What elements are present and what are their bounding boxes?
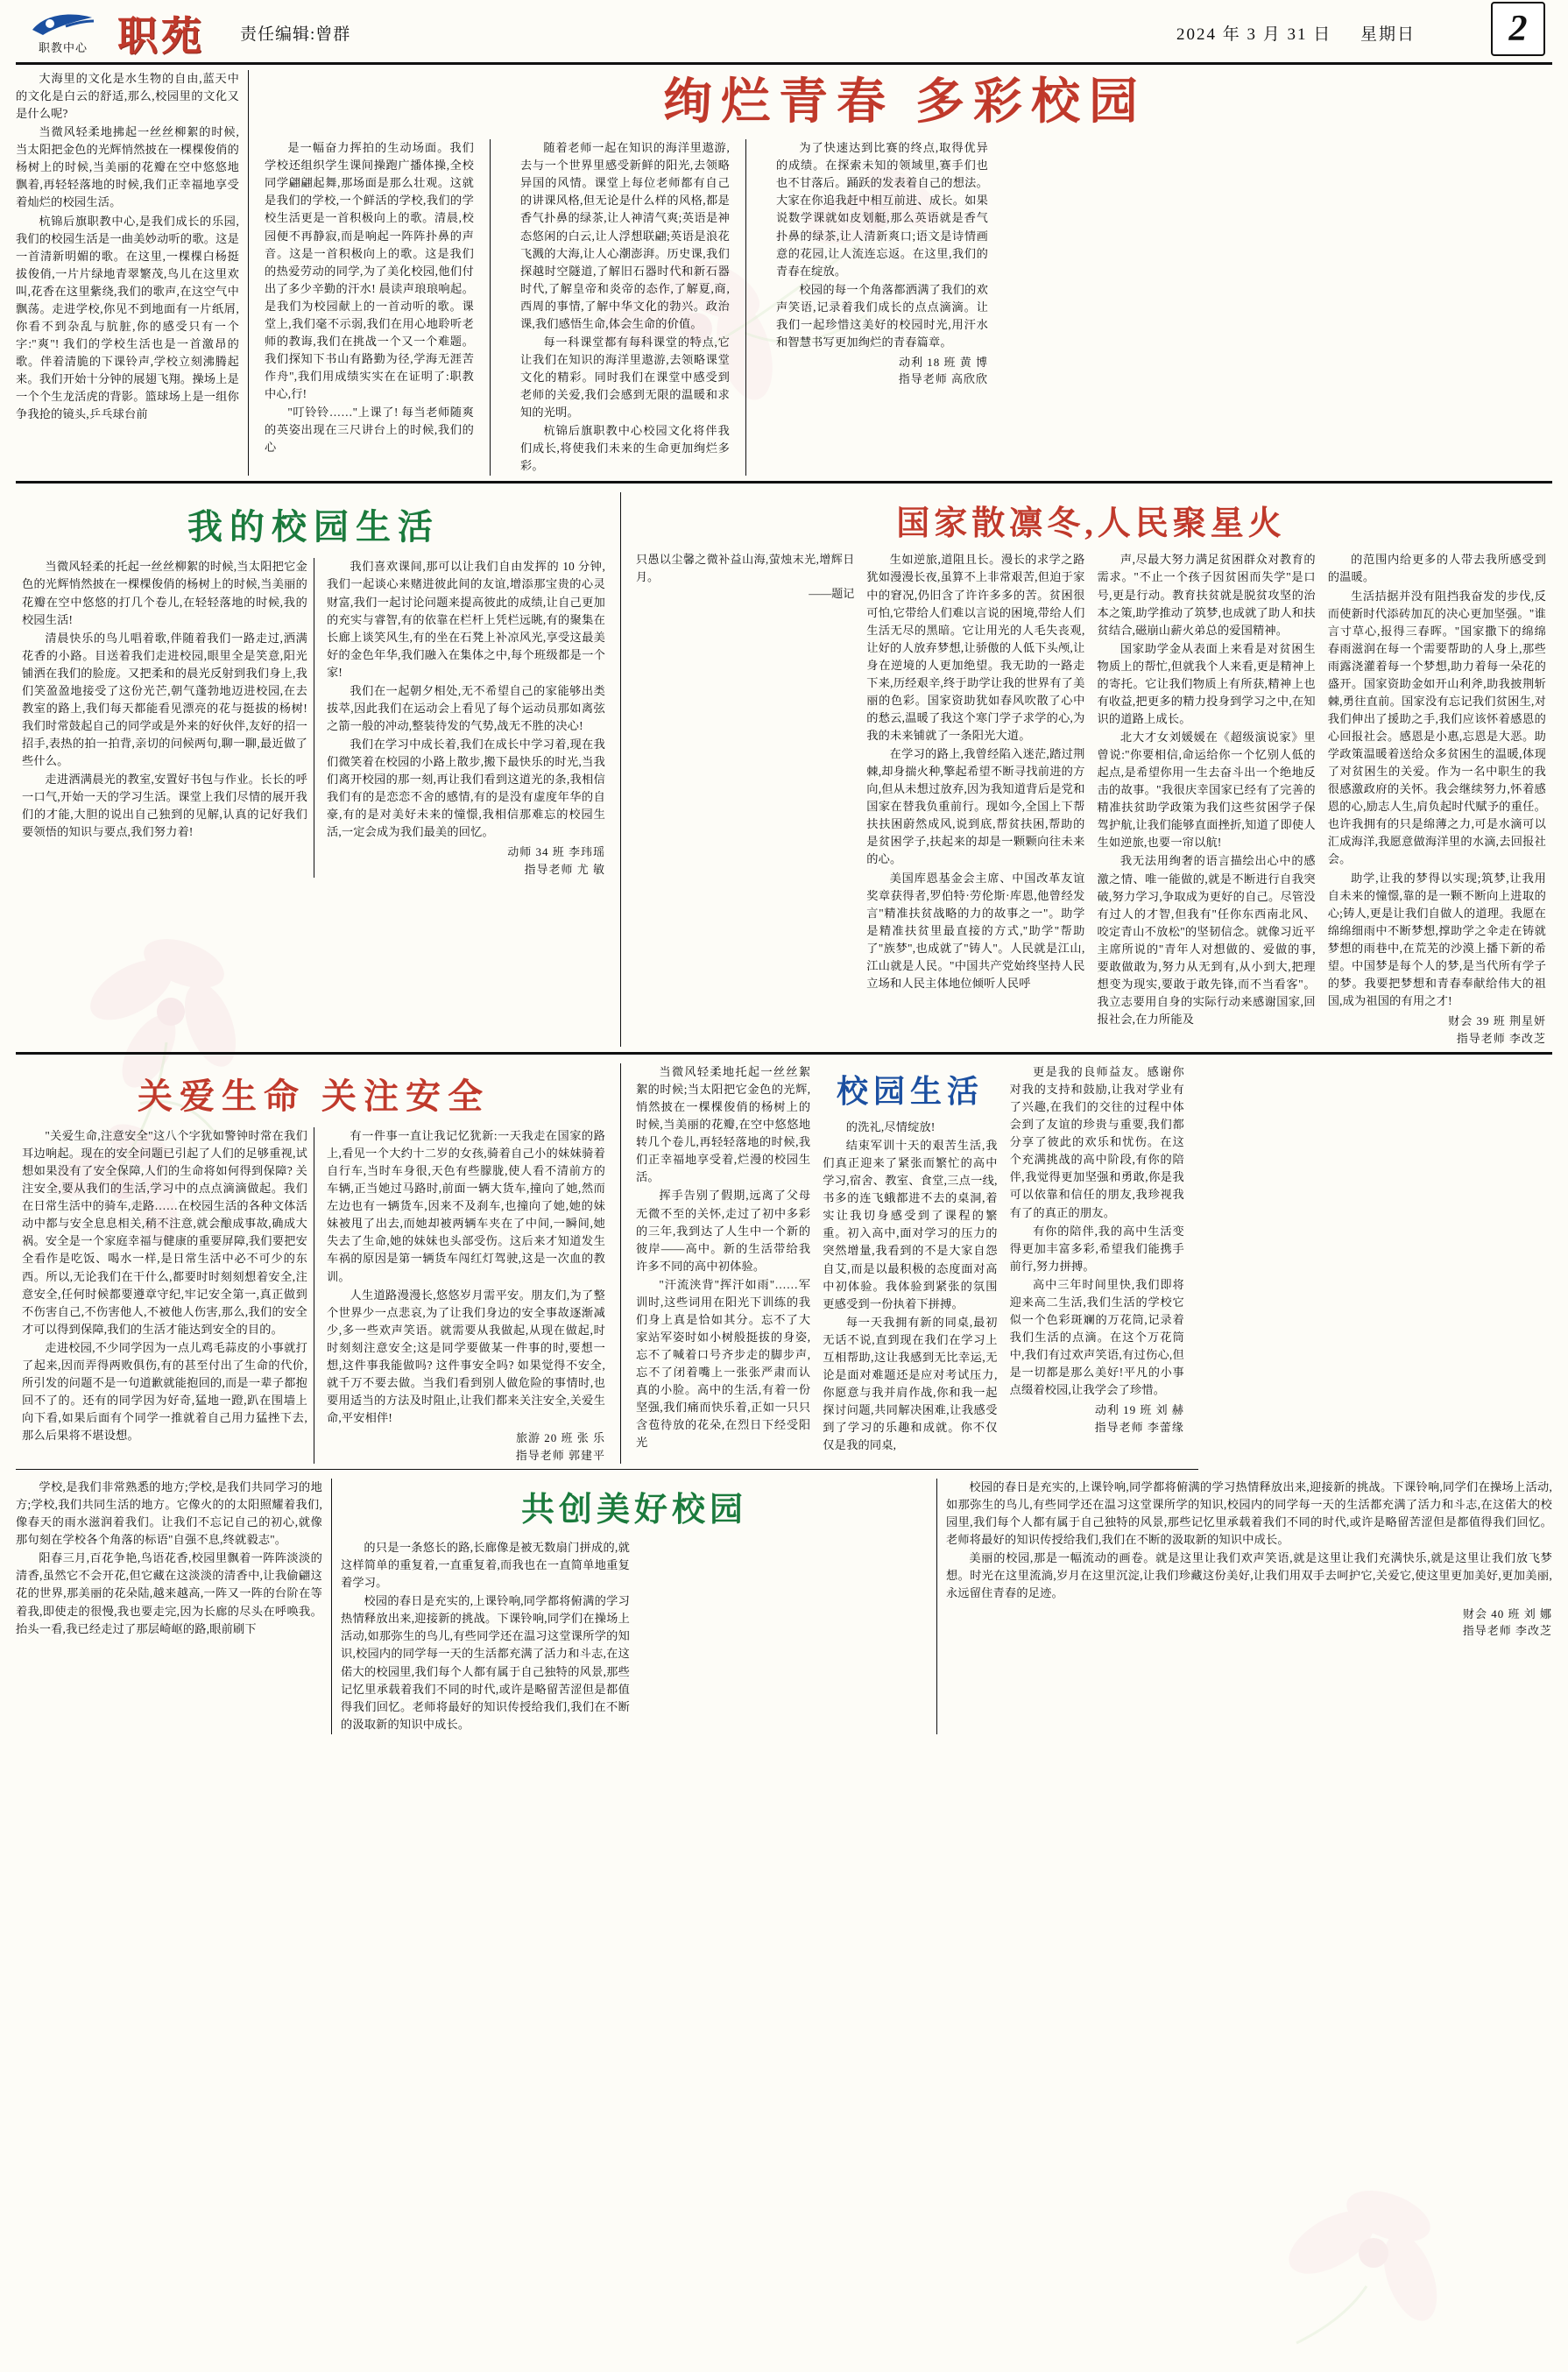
feature-col-3: 为了快速达到比赛的终点,取得优异的成绩。在探索未知的领域里,赛手们也也不甘落后。踊跃的发表着自己的想法。大家在你追我赶中相互前进、成长。如果说数学课就如皮划艇,那么英语就是香气扑鼻的绿茶,让人清新爽口;语文是诗情画意的花园,让人流连忘返。在这里,我们的青春在绽放。 校园的每一个角落都洒满了我们的欢声笑语,记录着我们成长的点点滴滴。让我们一起珍惜这美好的校园时光,用汗水和智慧书写更加绚烂的青春篇章。 动利 18 班 黄 博 指导老师 高欣欣 xyxy=(769,139,995,476)
safety-col-2: 有一件事一直让我记忆犹新:一天我走在国家的路上,看见一个大约十二岁的女孩,骑着自己小的妹妹骑着自行车,当时车身很,天色有些朦胧,使人看不清前方的车辆,正当她过马路时,前面一辆大货车,撞向了她,然而左边也有一辆货车,因来不及刹车,也撞向了她,她的妹妹被甩了出去,而她却被两辆车夹在了中间,一瞬间,她失去了生命,她的妹妹也头部受伤。这后来才知道发生车祸的原因是第一辆货车闯红灯驾驶,这是一次血的教训。 人生道路漫漫长,悠悠岁月需平安。朋友们,为了整个世界少一点悲哀,为了让我们身边的安全事故逐渐减少,多一些欢声笑语。就需要从我做起,从现在做起,时时刻刻注意安全;这是同学要做某一件事的时,要想一想,这件事我能做吗? 这件事安全吗? 如果觉得不安全,就千万不要去做。当我们看到别人做危险的事情时,也要用适当的方法及时阻止,让我们都来关注安全,关爱生命,平安相伴! 旅游 20 班 张 乐 指导老师 郭建平 xyxy=(314,1127,611,1464)
beautiful-campus-signature: 财会 40 班 刘 娜 指导老师 李改芝 xyxy=(1462,1606,1552,1637)
article-safety xyxy=(16,1063,620,1464)
feature-signature: 动利 18 班 黄 博 指导老师 高欣欣 xyxy=(898,355,988,386)
beautiful-campus-col-1: 学校,是我们非常熟悉的地方;学校,是我们共同学习的地方;学校,我们共同生活的地方。它像火的的太阳照耀着我们,像春天的雨水滋润着我们。让我们不忘记自己的初心,就像那句刻在学校各个角落的标语"自强不息,终就毅志"。 阳春三月,百花争艳,鸟语花香,校园里飘着一阵阵淡淡的清香,虽然它不会开花,但它藏在这淡淡的清香中,让我偷翩这花的世界,那美丽的花朵陆,越来越高,一阵又一阵的台阶在等着我,即使走的很慢,我也要走完,因为长廊的尽头在呼唤我。抬头一看,我已经走过了那层崎岖的路,眼前刷下 xyxy=(16,1480,322,1635)
issue-weekday: 星期日 xyxy=(1360,25,1416,44)
zone-four xyxy=(16,1475,1552,1734)
school-life-headline: 校园生活 xyxy=(836,1074,984,1109)
issue-date: 2024 年 3 月 31 日 xyxy=(1176,25,1332,44)
logo-text: 职教中心 xyxy=(38,41,88,54)
feature-col-0 xyxy=(16,70,239,476)
poverty-aid-lead: 只愚以尘馨之微补益山海,萤烛末光,增辉日月。 ——题记 xyxy=(636,553,855,601)
safety-signature: 旅游 20 班 张 乐 指导老师 郭建平 xyxy=(515,1431,605,1462)
feature-col0-text: 大海里的文化是水生物的自由,蓝天中的文化是白云的舒适,那么,校园里的文化又是什么呢? 当微风轻柔地拂起一丝丝柳絮的时候,当太阳把金色的光辉悄然披在一棵棵俊俏的杨树上的时候,当美丽的花瓣在空中悠悠地飘着,再轻轻落地的时候,我们正幸福地享受着灿烂的校园生活。 杭锦后旗职教中心,是我们成长的乐园,我们的校园生活是一曲美妙动听的歌。这是一首清新明媚的歌。在这里,一棵棵白杨挺拔俊俏,一片片绿地青翠繁茂,鸟儿在这里欢叫,花香在这里紫绕,我们的歌声,在这空气中飘荡。走进学校,你见不到地面有一片纸屑,你看不到杂乱与肮脏,你的感受只有一个字:"爽"! 我们的学校生活也是一首激昂的歌。伴着清脆的下课铃声,学校立刻沸腾起来。我们开始十分钟的展翅飞翔。操场上是一个个生龙活虎的背影。篮球场上是一组你争我抢的镜头,乒乓球台前 xyxy=(16,72,239,421)
safety-col-1: "关爱生命,注意安全"这八个字犹如警钟时常在我们耳边响起。现在的安全问题已引起了人们的足够重视,试想如果没有了安全保障,人们的生命将如何得到保障? 关注安全,要从我们的生活,学习中的点点滴滴做起。我们在日常生活中的骑车,走路……在校园生活的各种文体活动中都与安全息息相关,稍不注意,就会酿成事故,确成大祸。安全是一个家庭幸福与健康的重要屏障,我们要把安全看作是吃饭、喝水一样,是日常生活中必不可少的东西。所以,无论我们在干什么,都要时时刻刻想着安全,注意安全,任何时候都要遵章守纪,牢记安全第一,真正做到不伤害自己,不伤害他人,不被他人伤害,那么,我们的安全才可以得到保障,我们的生活才能达到安全的目的。 走进校园,不少同学因为一点儿鸡毛蒜皮的小事就打了起来,因而弄得两败俱伤,有的甚至付出了生命的代价,所引发的问题不是一句道歉就能抱回的,而是一辈子都抱回不了的。还有的同学因为好奇,猛地一蹬,趴在围墙上向下看,如果后面有个同学一推就着自己用力猛挫下去,那么后果将不堪设想。 xyxy=(22,1129,307,1443)
feature-headline: 绚烂青春 多彩校园 xyxy=(663,75,1147,130)
divider-3 xyxy=(16,1469,1198,1470)
page-number: 2 xyxy=(1491,2,1545,56)
school-life-col-1: 当微风轻柔地托起一丝丝絮絮的时候;当太阳把它金色的光辉,悄然披在一棵棵俊俏的杨树上的时候,当美丽的花瓣,在空中悠悠地转几个卷儿,再轻轻落地的时候,我们正幸福地享受着,烂漫的校园生活。 挥手告别了假期,远离了父母无微不至的关怀,走过了初中多彩的三年,我到达了人生中一个新的彼岸——高中。新的生活带给我许多不同的高中初体验。 "汗流浃背"挥汗如雨"……军训时,这些词用在阳光下训练的我们身上真是恰如其分。忘不了大家站军姿时如小树般挺拔的身姿,忘不了喊着口号齐步走的脚步声,忘不了闭着嘴上一张张严肃而认真的小脸。高中的生活,有着一份坚强,我们痛而快乐着,正如一只只含苞待放的花朵,在烈日下经受阳光 xyxy=(636,1065,811,1450)
paper-title: 职苑 xyxy=(117,13,205,59)
beautiful-campus-headline: 共创美好校园 xyxy=(520,1492,747,1529)
school-life-col-2: 校园生活 的洗礼,尽情绽放! 结束军训十天的艰苦生活,我们真正迎来了紧张而繁忙的高中学习,宿舍、教室、食堂,三点一线,书多的连飞蛾都进不去的桌洞,着实让我切身感受到了课程的繁重。初入高中,面对学习的压力的突然增量,我看到的不是大家自怨自艾,而是以最积极的态度面对高中初体验。我体验到紧张的氛围更感受到一份执着下拼搏。 每一天我拥有新的同桌,最初无话不说,直到现在我们在学习上互相帮助,这让我感到无比幸运,无论是面对难题还是应对考试压力,你愿意与我并肩作战,你和我一起探讨问题,共同解决困难,让我感受到了学习的乐趣和成就。你不仅仅是我的同桌, xyxy=(816,1063,1003,1455)
school-life-signature: 动利 19 班 刘 赫 指导老师 李蕾缘 xyxy=(1094,1403,1184,1434)
divider-2 xyxy=(16,1052,1552,1055)
campus-life-signature: 动师 34 班 李玮瑶 指导老师 尤 敏 xyxy=(507,845,605,876)
editor-label: 责任编辑:曾群 xyxy=(240,25,351,44)
date-block xyxy=(1154,21,1416,45)
poverty-aid-col-3: 的范围内给更多的人带去我所感受到的温暖。 生活拮据并没有阻挡我奋发的步伐,反而使新时代添砖加瓦的决心更加坚强。"谁言寸草心,报得三春晖。"国家撒下的绵绵春雨滋润在每一个需要帮助的人身上,那些雨露浇灌着每一个梦想,助力着每一朵花的盛开。国家资助金如开山利斧,助我披荆斩棘,勇往直前。国家没有忘记我们贫困生,对我们伸出了援助之手,我们应该怀着感恩的心回报社会。感恩是小惠,忘恩是大恶。助学政策温暖着送给众多贫困生的温暖,体现了对贫困生的关爱。作为一名中职生的我很感激政府的关怀。我会继续努力,怀着感恩的心,励志人生,肩负起时代赋予的重任。也许我拥有的只是绵薄之力,可是水滴可以汇成海洋,我愿意做海洋里的水滴,去回报社会。 助学,让我的梦得以实现;筑梦,让我用自未来的憧憬,靠的是一颗不断向上进取的心;铸人,更是让我们自做人的道理。我愿在绵绵细雨中不断梦想,撑助学之伞走在铸就梦想的雨巷中,在荒芜的沙漠上播下新的希望。中国梦是每个人的梦,是当代所有学子的梦。我要把梦想和青春奉献给伟大的祖国,成为祖国的有用之才! 财会 39 班 荆星妍 指导老师 李改芝 xyxy=(1322,551,1552,1047)
feature-col-2: 随着老师一起在知识的海洋里遨游,去与一个世界里感受新鲜的阳光,去领略异国的风情。课堂上每位老师都有自己的讲课风格,但无论是什么样的风格,都是香气扑鼻的绿茶,让人神清气爽;英语是神态悠闲的白云,让人浮想联翩;英语是浪花飞溅的大海,让人心潮澎湃。历史课,我们探越时空隧道,了解旧石器时代和新石器时代,了解皇帝和炎帝的态作,了解夏,商,西周的事情,了解中华文化的勃兴。政治课,我们感悟生命,体会生命的价值。 每一科课堂都有每科课堂的特点,它让我们在知识的海洋里遨游,去领略课堂文化的精彩。同时我们在课堂中感受到老师的关爱,我们会感到无限的温暖和求知的光明。 杭锦后旗职教中心校园文化将伴我们成长,将使我们未来的生命更加绚烂多彩。 xyxy=(520,141,730,473)
poverty-aid-signature: 财会 39 班 荆星妍 指导老师 李改芝 xyxy=(1448,1014,1546,1045)
article-school-life xyxy=(621,1063,1199,1464)
masthead xyxy=(16,0,1552,65)
poverty-aid-col-1: 生如逆旅,道阻且长。漫长的求学之路犹如漫漫长夜,虽算不上非常艰苦,但迫于家中的窘况,仍旧含了许许多多的苦。贫困很可怕,它带给人们难以言说的困境,带给人们生活无尽的黑暗。它让用光的人毛失丧观,让好的人放弃梦想,让骄傲的人低下头颅,让身在逆境的人更加绝望。我无助的一路走下来,历经艰辛,终于助学让我的世界有了美丽的色彩。国家资助犹如春风吹散了心中的愁云,温暖了我这个寒门学子求学的心,为我的未来铺就了一条阳光大道。 在学习的路上,我曾经陷入迷茫,踏过荆棘,却身揣火种,擎起希望不断寻找前进的方向,但从未想过放弃,因为我知道背后是党和国家在替我负重前行。现如今,全国上下帮扶扶困蔚然成风,说到底,帮贫扶困,帮助的是贫困学子,扶起来的却是一颗颗向往未来的心。 美国库恩基金会主席、中国改革友谊奖章获得者,罗伯特·劳伦斯·库恩,他曾经发言"精准扶贫战略的力的故事之一"。助学是精准扶贫里最直接的方式,"助学"帮助了"族梦",也成就了"铸人"。人民就是江山,江山就是人民。"中国共产党始终坚持人民立场和人民主体地位倾听人民呼 xyxy=(866,553,1085,990)
poverty-aid-headline: 国家散凛冬,人民聚星火 xyxy=(896,505,1286,543)
beautiful-campus-col-3: 校园的春日是充实的,上课铃响,同学都将俯满的学习热情释放出来,迎接新的挑战。下课铃响,同学们在操场上活动,如那弥生的鸟儿,有些同学还在温习这堂课所学的知识,校园内的同学每一天的生活都充满了活力和斗志,在这偌大的校园里,我们每个人都有属于自己独特的风景,那些记忆里承载着我们不同的时代,或许是略留苦涩但是都值得我们回忆。老师将最好的知识传授给我们,我们在不断的汲取新的知识中成长。 美丽的校园,那是一幅流动的画卷。就是这里让我们欢声笑语,就是这里让我们充满快乐,就是这里让我们放飞梦想。时光在这里流淌,岁月在这里沉淀,让我们珍藏这份美好,让我们用双手去呵护它,关爱它,使这里更加美好,更加美丽,永远留住青春的足迹。 财会 40 班 刘 娜 指导老师 李改芝 xyxy=(937,1479,1552,1734)
campus-life-col-2: 我们喜欢课间,那可以让我们自由发挥的 10 分钟,我们一起谈心来赌进彼此间的友谊,增添那宝贵的心灵财富,我们一起讨论问题来提高彼此的成绩,让自己更加的充实与睿智,有的依靠在栏杆上凭栏远眺,有的聚集在长廊上谈笑风生,有的坐在石凳上补凉风光,享受这最美好的金色年华,我们融入在集体之中,每个班级都是一个家! 我们在一起朝夕相处,无不希望自己的家能够出类拔萃,因此我们在运动会上看见了每个运动员那如离弦之箭一般的冲动,整装待发的气势,战无不胜的决心! 我们在学习中成长着,我们在成长中学习着,现在我们微笑着在校园的小路上散步,搬下最快乐的时光,当我们离开校园的那一刻,再让我们看到这道光的条,我相信我们有的是恋恋不舍的感情,有的是没有虚度年华的自豪,有的是对美好未来的憧憬,我相信那难忘的校园生活,一定会成为我们最美的回忆。 动师 34 班 李玮瑶 指导老师 尤 敏 xyxy=(314,558,611,878)
feature-col-1: 是一幅奋力挥拍的生动场面。我们学校还组织学生课间操跑广播体操,全校同学翩翩起舞,那场面是那么壮观。这就是我们的学校,一个鲜活的学校,我们的学校生活更是一首积极向上的歌。清晨,校园便不再静寂,而是响起一阵阵扑鼻的声音。这是一首积极向上的歌。这是我们的热爱劳动的同学,为了美化校园,他们付出了多少辛勤的汗水! 晨读声琅琅响起。是我们为校园献上的一首动听的歌。课堂上,我们毫不示弱,我们在用心地聆听老师的教诲,我们在挑战一个又一个难题。我们探知下书山有路勤为径,学海无涯苦作舟",我们用成绩实实在在证明了:职教中心,行! "叮铃铃……"上课了! 每当老师随爽的英姿出现在三尺讲台上的时候,我们的心 xyxy=(265,141,474,455)
campus-life-col-1: 当微风轻柔的托起一丝丝柳絮的时候,当太阳把它金色的光辉悄然披在一棵棵俊俏的杨树上的时候,当美丽的花瓣在空中悠悠的打几个卷儿,在轻轻落地的时候,我的校园生活! 清晨快乐的鸟儿唱着歌,伴随着我们一路走过,洒满花香的小路。目送着我们走进校园,眼里全是笑意,阳光铺洒在我们的脸庞。又把柔和的晨光反射到我们身上,我们笑盈盈地接受了这份光芒,朝气蓬勃地迈进校园,在去教室的路上,我们每天都能看见漂亮的花与挺拔的杨树! 我们时常鼓起自己的同学或是外来的好伙伴,友好的招一招手,表热的拍一拍背,亲切的问候两句,聊一聊,最近做了些什么。 走进洒满晨光的教室,安置好书包与作业。长长的呼一口气,开始一天的学习生活。课堂上我们尽情的展开我们的才能,大胆的说出自己独到的见解,认真的记好我们要领悟的知识与要点,我们努力着! xyxy=(22,560,307,839)
safety-headline: 关爱生命 关注安全 xyxy=(138,1077,490,1116)
poverty-aid-lead-col xyxy=(630,551,860,1047)
campus-life-headline: 我的校园生活 xyxy=(187,507,440,547)
article-beautiful-campus: 共创美好校园 的只是一条悠长的路,长廊像是被无数扇门拼成的,就这样简单的重复着,一直重复着,而我也在一直简单地重复着学习。 校园的春日是充实的,上课铃响,同学都将俯满的学习热情释放出来,迎接新的挑战。下课铃响,同学们在操场上活动,如那弥生的鸟儿,有些同学还在温习这堂课所学的知识,校园内的同学每一天的生活都充满了活力和斗志,在这偌大的校园里,我们每个人都有属于自己独特的风景,那些记忆里承载着我们不同的时代,或许是略留苦涩但是都值得我们回忆。老师将最好的知识传授给我们,我们在不断的汲取新的知识中成长。 xyxy=(332,1479,936,1734)
poverty-aid-col-2: 声,尽最大努力满足贫困群众对教育的需求。"不止一个孩子因贫困而失学"是口号,更是行动。教育扶贫就是脱贫攻坚的治本之策,助学推动了筑梦,也成就了助人和扶贫结合,磁崩山薪火弟总的爱国精神。 国家助学金从表面上来看是对贫困生物质上的帮忙,但就我个人来看,更是精神上的寄托。它让我们物质上有所获,精神上也有收益,把更多的精力投身到学习之中,在知识的道路上成长。 北大才女刘媛媛在《超级演说家》里曾说:"你要相信,命运给你一个忆别人低的起点,是希望你用一生去奋斗出一个绝地反击的故事。"我很庆幸国家已经有了完善的精准扶贫助学政策为我们这些贫困学子保驾护航,让我们能够直面挫折,知道了即使人生如逆旅,也要一帘以航! 我无法用绚奢的语言描绘出心中的感激之情、唯一能做的,就是不断进行自我突破,努力学习,争取成为更好的自己。尽管没有过人的才智,但我有"任你东西南北风、咬定青山不放松"的坚韧信念。就像习近平主席所说的"青年人对想做的、爱做的事,要敢做敢为,努力从无到有,从小到大,把理想变为现实,要敢于敢先锋,而不当看客"。我立志要用自身的实际行动来感谢国家,回报社会,在力所能及 xyxy=(1097,553,1316,1026)
article-poverty-aid xyxy=(621,492,1552,1047)
zone-three xyxy=(16,1060,1552,1464)
logo xyxy=(21,11,105,55)
divider xyxy=(16,481,1552,484)
zone-two xyxy=(16,489,1552,1047)
decorative-flower-right xyxy=(1235,2085,1533,2356)
school-life-col-3: 更是我的良师益友。感谢你对我的支持和鼓励,让我对学业有了兴趣,在我们的交往的过程中体会到了友谊的珍贵与重要,我们都分享了彼此的欢乐和忧伤。在这个充满挑战的高中阶段,有你的陪伴,我觉得更加坚强和勇敢,你是我可以依靠和信任的朋友,我珍视我有了的真正的朋友。 有你的陪伴,我的高中生活变得更加丰富多彩,希望我们能携手前行,努力拼搏。 高中三年时间里快,我们即将迎来高二生活,我们生活的学校它似一个色彩斑斓的万花筒,记录着我们生活的点滴。在这个万花筒中,我们有过欢声笑语,有过伤心,但是一切都是那么美好!平凡的小事点缀着校园,让我学会了珍惜。 动利 19 班 刘 赫 指导老师 李蕾缘 xyxy=(1004,1063,1190,1436)
zone-feature-article xyxy=(16,65,1552,476)
swoosh-icon xyxy=(31,11,95,37)
article-campus-life xyxy=(16,492,620,1047)
